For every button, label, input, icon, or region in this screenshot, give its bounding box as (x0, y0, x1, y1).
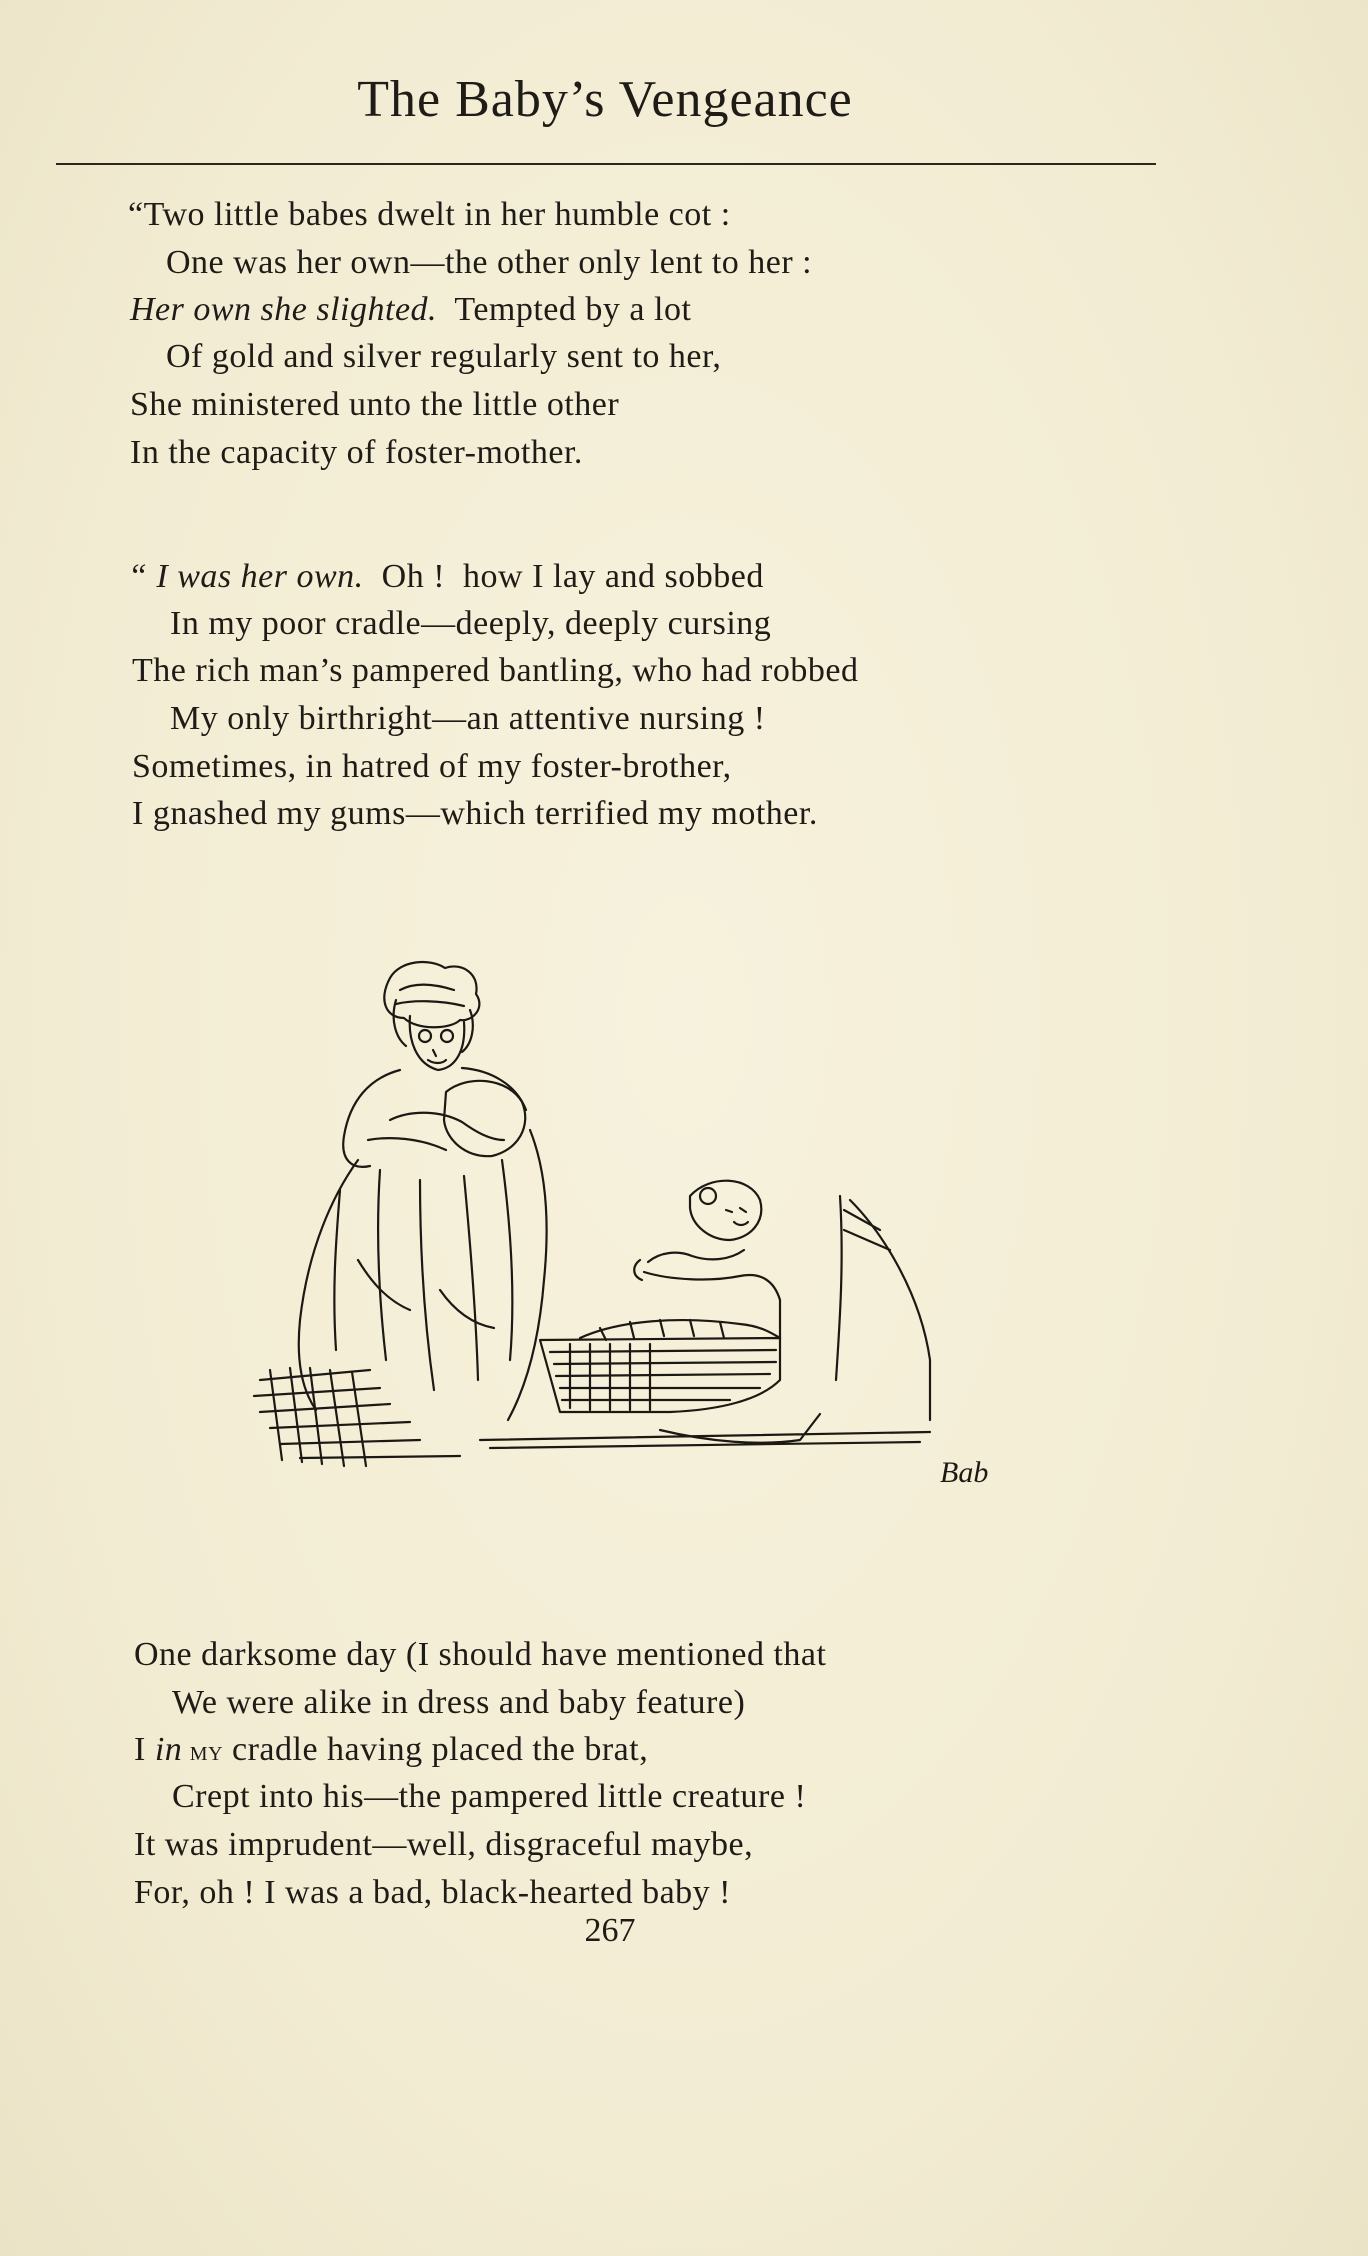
verse-text: Oh ! how I lay and sobbed (363, 558, 764, 595)
verse-line (130, 291, 691, 329)
italic-phrase: “ I was her own. (128, 558, 364, 595)
verse-line: It was imprudent—well, disgraceful maybe, (134, 1826, 754, 1863)
verse-line: My only birthright—an attentive nursing ! (170, 700, 766, 737)
italic-phrase: Her own she slighted. (130, 291, 438, 328)
verse-line: The rich man’s pampered bantling, who had robbed (132, 652, 859, 689)
verse-line (128, 558, 764, 596)
verse-line: Crept into his—the pampered little creature ! (172, 1778, 807, 1815)
verse-line: One darksome day (I should have mentioned that (134, 1636, 827, 1673)
verse-line: Sometimes, in hatred of my foster-brother, (132, 748, 732, 785)
verse-line: She ministered unto the little other (130, 386, 620, 423)
running-head: The Baby’s Vengeance (357, 71, 853, 128)
verse-line: We were alike in dress and baby feature) (172, 1684, 746, 1721)
italic-word: in (154, 1731, 183, 1768)
verse-line (134, 1731, 648, 1769)
cradle-hood (850, 1200, 930, 1420)
verse-line: One was her own—the other only lent to her : (166, 244, 813, 281)
cradle-rocker (480, 1414, 930, 1448)
verse-text: Tempted by a lot (437, 291, 692, 328)
artist-signature: Bab (940, 1456, 989, 1489)
nurse-cap (384, 962, 479, 1027)
verse-text: cradle having placed the brat, (223, 1731, 649, 1768)
verse-line: In the capacity of foster-mother. (130, 434, 583, 471)
verse-line: “Two little babes dwelt in her humble cot : (128, 196, 731, 233)
head-rule (56, 163, 1156, 165)
small-caps-word: my (182, 1736, 224, 1767)
verse-line: In my poor cradle—deeply, deeply cursing (170, 605, 772, 642)
page-number: 267 (584, 1912, 636, 1949)
verse-text: I (134, 1731, 155, 1768)
verse-line: I gnashed my gums—which terrified my mother. (132, 795, 818, 832)
verse-line: For, oh ! I was a bad, black-hearted baby ! (134, 1874, 731, 1911)
illustration-nurse-and-cradle (240, 960, 1020, 1520)
verse-line: Of gold and silver regularly sent to her, (166, 338, 722, 375)
